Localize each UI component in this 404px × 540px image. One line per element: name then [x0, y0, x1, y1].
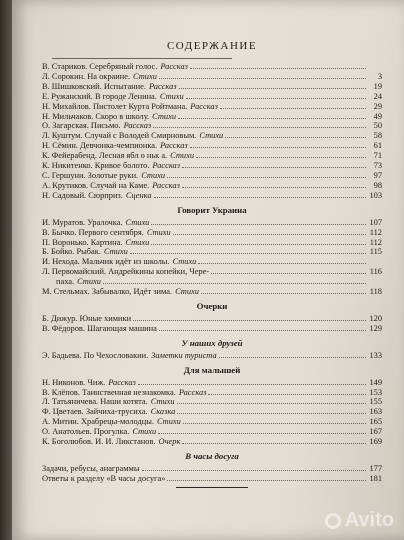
book-spine	[0, 0, 12, 540]
toc-entry-text: А. Крутиков. Случай на Каме.	[42, 180, 150, 190]
toc-entry	[42, 417, 382, 427]
toc-entry-genre: Стихи	[125, 217, 150, 227]
toc-entry-page: 155	[369, 397, 382, 407]
toc-entry-text: Задачи, ребусы, анаграммы	[42, 464, 140, 473]
toc-entry-text: Л. Куштум. Случай с Володей Смирновым.	[42, 131, 197, 141]
toc-entry-genre: Стихи	[159, 91, 184, 101]
toc-entry-page: 71	[373, 151, 382, 161]
leader-dots	[103, 283, 366, 284]
toc-entry	[42, 151, 382, 161]
toc-entry	[42, 267, 382, 277]
toc-entry	[42, 397, 382, 407]
leader-dots	[142, 470, 367, 471]
toc-entry	[42, 112, 382, 122]
toc-entry-text: Е. Ружанский. В городе Ленина.	[42, 91, 157, 101]
toc-entry	[42, 191, 382, 201]
leader-dots	[158, 433, 366, 434]
toc-entry-text: Ф. Цветаев. Зайчиха-трусиха.	[42, 407, 148, 417]
leader-dots	[173, 234, 366, 235]
toc-entry	[42, 181, 382, 191]
toc-entry-text: А. Митин. Храбрецы-молодцы.	[42, 417, 154, 427]
leader-dots	[179, 88, 366, 89]
leader-dots	[154, 197, 366, 198]
toc-entry-page: 98	[373, 180, 382, 190]
toc-entry-text: Э. Бадьева. По Чехословакии.	[42, 350, 149, 360]
toc-entry	[42, 62, 382, 72]
toc-entry-page: 3	[377, 71, 382, 81]
avito-watermark	[325, 509, 394, 532]
toc-entry	[42, 171, 382, 181]
toc-entry-genre: Рассказ	[190, 101, 218, 111]
toc-entry-page: 49	[373, 111, 382, 121]
toc-entry-page: 118	[369, 287, 382, 297]
toc-entry	[42, 474, 382, 484]
toc-entry-page: 120	[369, 313, 382, 323]
toc-entry-genre: Рассказ	[178, 387, 207, 397]
toc-entry-text: О. Анатольев. Прогулка.	[42, 427, 130, 437]
toc-entry-text: Б. Бойко. Рыбак.	[42, 247, 101, 257]
toc-entry	[42, 287, 382, 297]
toc-entry	[42, 102, 382, 112]
toc-entry-page: 149	[369, 377, 382, 387]
toc-entry-genre: Заметки туриста	[151, 350, 217, 360]
toc-entry-text: И. Муратов. Уралочка.	[42, 217, 123, 227]
toc-entry-page: 133	[369, 350, 382, 360]
leader-dots	[177, 403, 366, 404]
toc-entry-page: 73	[373, 161, 382, 171]
leader-dots	[208, 394, 366, 395]
toc-entry-text: Н. Садовый. Сюрприз.	[42, 190, 123, 200]
toc-entry-text: Л. Сорокин. На окраине.	[42, 71, 131, 81]
toc-entry-page: 107	[369, 217, 382, 227]
toc-entry-genre: Рассказ	[148, 81, 177, 91]
leader-dots	[190, 68, 366, 69]
avito-logo-icon	[325, 513, 341, 529]
leader-dots	[219, 357, 366, 358]
toc-entry-page: 165	[369, 417, 382, 427]
toc-entry-text: Л. Первомайский. Андрейкины копейки, Чере-	[42, 267, 210, 277]
toc-entry-page: 50	[373, 121, 382, 131]
toc-entry-text: В. Стариков. Серебряный голос.	[42, 62, 158, 71]
toc-list-main	[42, 62, 382, 201]
leader-dots	[151, 224, 366, 225]
toc-entry-page: 153	[369, 387, 382, 397]
toc-entry-page: 163	[369, 407, 382, 417]
toc-entry-genre: Сценка	[125, 190, 152, 200]
toc-entry-genre: Стихи	[175, 287, 199, 297]
toc-entry	[42, 324, 382, 334]
leader-dots	[167, 177, 366, 178]
toc-entry-genre: Рассказ	[160, 62, 188, 71]
toc-entry-genre: Рассказ	[152, 180, 180, 190]
book-page	[12, 0, 404, 540]
toc-entry	[42, 277, 382, 287]
leader-dots	[133, 320, 366, 321]
toc-entry-page: 29	[373, 101, 382, 111]
section-heading-essays: Очерки	[196, 300, 228, 311]
leader-dots	[159, 78, 366, 79]
toc-entry-genre: Стихи	[199, 131, 224, 141]
toc-entry	[42, 121, 382, 131]
toc-entry	[42, 464, 382, 474]
toc-entry-genre: Очерк	[158, 437, 181, 447]
end-rule	[176, 487, 248, 488]
toc-list-leisure	[42, 464, 382, 484]
toc-entry-genre: Стихи	[146, 227, 171, 237]
toc-entry-text: паха.	[56, 277, 75, 287]
toc-entry-text: К. Боголюбов. И. И. Ликстанов.	[42, 437, 156, 447]
leader-dots	[198, 263, 366, 264]
toc-entry-genre: Стихи	[150, 397, 175, 407]
toc-list-friends	[42, 351, 382, 361]
toc-entry	[42, 407, 382, 417]
section-heading-kids: Для малышей	[183, 364, 241, 375]
section-heading-leisure: В часы досуга	[185, 451, 239, 461]
toc-entry-text: И. Нехода. Мальчик идёт из школы.	[42, 257, 170, 267]
toc-entry-text: В. Клёпов. Таинственная незнакомка.	[42, 387, 176, 397]
toc-entry-text: К. Никитенко. Кривое болото.	[42, 161, 150, 171]
toc-entry-text: М. Стельмах. Забывалко, Идёт зима.	[42, 287, 173, 297]
leader-dots	[182, 187, 366, 188]
leader-dots	[183, 423, 366, 424]
toc-entry-genre: Стихи	[132, 427, 157, 437]
leader-dots	[220, 108, 366, 109]
toc-entry-text: О. Загарская. Письмо.	[42, 121, 121, 131]
toc-entry	[42, 82, 382, 92]
toc-entry-page: 115	[369, 247, 382, 257]
toc-entry-genre: Рассказ	[160, 141, 188, 151]
toc-entry	[42, 228, 382, 238]
toc-entry-text: В. Бычко. Первого сентября.	[42, 227, 144, 237]
toc-entry-text: П. Воронько. Картина.	[42, 237, 123, 247]
toc-entry-genre: Стихи	[141, 170, 166, 180]
toc-entry-genre: Стихи	[103, 247, 128, 257]
toc-list-kids	[42, 378, 382, 447]
toc-list-essays	[42, 314, 382, 334]
toc-entry	[42, 437, 382, 447]
toc-entry	[42, 92, 382, 102]
toc-entry-genre: Стихи	[170, 151, 195, 161]
table-of-contents	[42, 30, 382, 491]
leader-dots	[153, 127, 366, 128]
page-title: СОДЕРЖАНИЕ	[166, 40, 258, 52]
toc-entry	[42, 141, 382, 151]
toc-entry-page: 61	[373, 141, 382, 151]
toc-entry	[42, 351, 382, 361]
toc-entry	[42, 427, 382, 437]
section-heading-ukraine: Говорит Украина	[177, 204, 247, 215]
toc-entry-genre: Сказка	[150, 407, 176, 417]
toc-entry-text: Л. Татьяничева. Наши котята.	[42, 397, 148, 407]
toc-entry-text: Н. Никонов. Чиж.	[42, 377, 106, 387]
toc-entry-page: 58	[373, 131, 382, 141]
toc-entry-genre: Стихи	[172, 257, 197, 267]
leader-dots	[178, 118, 366, 119]
toc-entry	[42, 161, 382, 171]
toc-entry-text: Ответы к разделу «В часы досуга»	[42, 473, 166, 483]
leader-dots	[159, 330, 366, 331]
toc-entry-genre: Стихи	[77, 277, 101, 287]
leader-dots	[190, 147, 366, 148]
toc-entry-text: Н. Михайлов. Пистолет Курта Ройтмана.	[42, 101, 188, 111]
toc-entry-page: 177	[369, 464, 382, 473]
toc-entry	[42, 247, 382, 257]
leader-dots	[211, 273, 366, 274]
toc-entry-text: К. Фейерабенд. Лесная ябл о ньк а.	[42, 151, 168, 161]
leader-dots	[138, 384, 366, 385]
toc-entry-genre: Рассказ	[108, 377, 136, 387]
toc-entry-page: 169	[369, 437, 382, 447]
toc-entry-page: 97	[373, 170, 382, 180]
toc-entry	[42, 131, 382, 141]
leader-dots	[201, 293, 366, 294]
toc-entry-page: 19	[373, 81, 382, 91]
toc-entry	[42, 378, 382, 388]
leader-dots	[167, 480, 366, 481]
leader-dots	[130, 253, 366, 254]
toc-entry	[42, 238, 382, 248]
toc-entry	[42, 314, 382, 324]
toc-entry-page: 181	[369, 473, 382, 483]
toc-entry-genre: Стихи	[156, 417, 181, 427]
toc-entry-page: 129	[369, 323, 382, 333]
leader-dots	[151, 244, 366, 245]
leader-dots	[182, 443, 366, 444]
toc-entry-page: 116	[369, 267, 382, 277]
toc-entry-genre: Стихи	[125, 237, 150, 247]
toc-entry-text: Н. Мильчаков. Скоро в школу.	[42, 111, 150, 121]
toc-entry-text: Б. Дижур. Юные химики	[42, 313, 132, 323]
toc-entry	[42, 257, 382, 267]
leader-dots	[225, 137, 366, 138]
toc-entry	[42, 72, 382, 82]
toc-entry-genre: Рассказ	[123, 121, 152, 131]
toc-entry-genre: Стихи	[133, 71, 157, 81]
toc-entry-page: 112	[369, 227, 382, 237]
toc-entry	[42, 388, 382, 398]
toc-entry-text: Н. Сёмин. Девчонка-чемпионка.	[42, 141, 158, 151]
toc-list-ukraine	[42, 218, 382, 297]
divider	[52, 58, 232, 59]
toc-entry-page: 112	[369, 237, 382, 247]
toc-entry-page: 24	[373, 91, 382, 101]
toc-entry-text: С. Гершуни. Золотые руки.	[42, 170, 139, 180]
toc-entry-genre: Рассказ	[152, 161, 181, 171]
toc-entry-page: 103	[369, 190, 382, 200]
leader-dots	[186, 98, 366, 99]
leader-dots	[196, 157, 366, 158]
section-heading-friends: У наших друзей	[181, 337, 243, 348]
leader-dots	[182, 167, 366, 168]
toc-entry-text: В. Фёдоров. Шагающая машина	[42, 323, 157, 333]
toc-entry-text: В. Шишковский. Испытание.	[42, 81, 146, 91]
watermark-text: Avito	[344, 509, 394, 531]
toc-entry-genre: Стихи	[152, 111, 177, 121]
toc-entry	[42, 218, 382, 228]
toc-entry-page: 167	[369, 427, 382, 437]
leader-dots	[177, 413, 366, 414]
